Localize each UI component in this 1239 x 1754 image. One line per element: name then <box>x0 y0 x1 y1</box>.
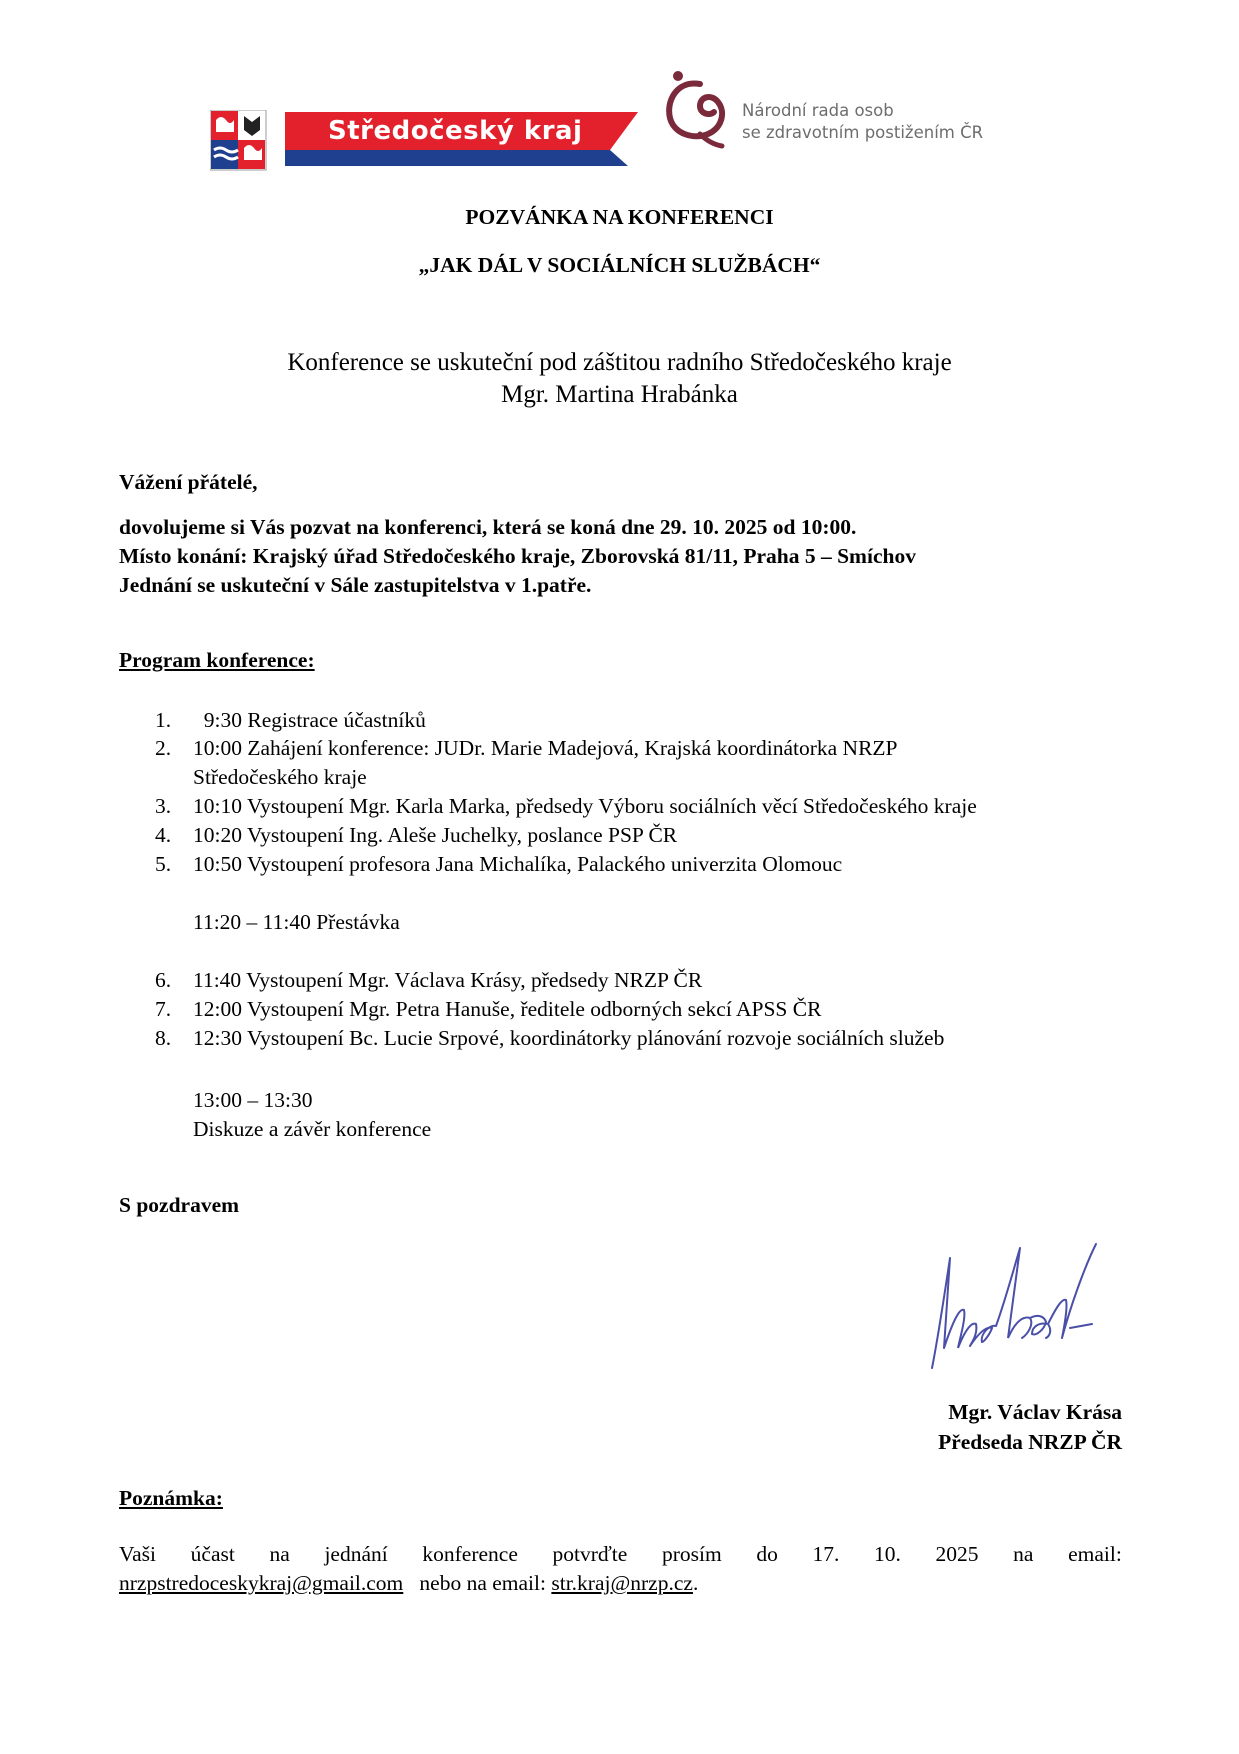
discussion-text: Diskuze a závěr konference <box>193 1117 432 1141</box>
program-item-num: 2. <box>155 736 172 760</box>
program-item-num: 6. <box>155 968 172 992</box>
program-item-text: 9:30 Registrace účastníků <box>193 708 426 732</box>
nrzp-logo-line2: se zdravotním postižením ČR <box>742 123 984 142</box>
discussion-time: 13:00 – 13:30 <box>193 1088 313 1112</box>
program-item-num: 8. <box>155 1026 172 1050</box>
invite-line3: Jednání se uskuteční v Sále zastupitelstva v 1.patře. <box>119 573 592 597</box>
conference-name: „JAK DÁL V SOCIÁLNÍCH SLUŽBÁCH“ <box>418 253 821 277</box>
program-item-text: 12:00 Vystoupení Mgr. Petra Hanuše, ředitele odborných sekcí APSS ČR <box>193 997 822 1021</box>
document-title: POZVÁNKA NA KONFERENCI <box>465 205 774 229</box>
note-end-punctuation: . <box>692 1571 699 1595</box>
note-word: jednání <box>324 1542 388 1566</box>
program-item-num: 4. <box>155 823 172 847</box>
program-heading: Program konference: <box>119 648 315 672</box>
note-heading: Poznámka: <box>119 1486 223 1510</box>
note-word: Vaši <box>119 1542 157 1566</box>
note-word: potvrďte <box>552 1542 628 1566</box>
note-word: do <box>756 1542 778 1566</box>
program-item-num: 1. <box>155 708 172 732</box>
note-word: 10. <box>874 1542 901 1566</box>
signatory-name: Mgr. Václav Krása <box>948 1400 1122 1424</box>
program-item-continuation: Středočeského kraje <box>193 765 367 789</box>
note-word: na <box>269 1542 290 1566</box>
program-item-text: 11:40 Vystoupení Mgr. Václava Krásy, předsedy NRZP ČR <box>193 968 703 992</box>
email-link-2[interactable]: str.kraj@nrzp.cz <box>551 1571 693 1595</box>
signature-image <box>920 1238 1120 1378</box>
note-line1 <box>119 1540 1122 1569</box>
note-middle-text: nebo na email: <box>419 1571 546 1595</box>
nrzp-emblem-icon <box>660 68 740 154</box>
program-item-num: 5. <box>155 852 172 876</box>
note-line2 <box>119 1569 1122 1598</box>
note-word: email: <box>1068 1542 1122 1566</box>
note-word: účast <box>190 1542 235 1566</box>
program-item-text: 10:10 Vystoupení Mgr. Karla Marka, předsedy Výboru sociálních věcí Středočeského kraje <box>193 794 977 818</box>
note-word: prosím <box>661 1542 722 1566</box>
nrzp-logo-line1: Národní rada osob <box>742 101 894 120</box>
note-word: konference <box>422 1542 518 1566</box>
program-item-text: 10:50 Vystoupení profesora Jana Michalíka, Palackého univerzita Olomouc <box>193 852 843 876</box>
patronage-line1: Konference se uskuteční pod záštitou radního Středočeského kraje <box>287 349 952 376</box>
program-item-text: 12:30 Vystoupení Bc. Lucie Srpové, koordinátorky plánování rozvoje sociálních služeb <box>193 1026 945 1050</box>
note-text <box>119 1540 1122 1598</box>
closing-salutation: S pozdravem <box>119 1193 240 1217</box>
kraj-logo-text: Středočeský kraj <box>328 116 583 146</box>
note-word: 2025 <box>935 1542 979 1566</box>
program-item-text: 10:20 Vystoupení Ing. Aleše Juchelky, poslance PSP ČR <box>193 823 678 847</box>
signatory-role: Předseda NRZP ČR <box>938 1430 1122 1454</box>
program-break: 11:20 – 11:40 Přestávka <box>193 910 400 934</box>
email-link-1[interactable]: nrzpstredoceskykraj@gmail.com <box>119 1571 404 1595</box>
program-item-num: 7. <box>155 997 172 1021</box>
greeting: Vážení přátelé, <box>119 470 258 494</box>
program-item-num: 3. <box>155 794 172 818</box>
invite-line2: Místo konání: Krajský úřad Středočeského kraje, Zborovská 81/11, Praha 5 – Smíchov <box>119 544 916 568</box>
note-word: na <box>1013 1542 1034 1566</box>
program-item-text: 10:00 Zahájení konference: JUDr. Marie Madejová, Krajská koordinátorka NRZP <box>193 736 898 760</box>
patronage-line2: Mgr. Martina Hrabánka <box>501 381 738 408</box>
invite-line1: dovolujeme si Vás pozvat na konferenci, která se koná dne 29. 10. 2025 od 10:00. <box>119 515 857 539</box>
note-word: 17. <box>812 1542 840 1566</box>
nrzp-logo-text <box>742 100 983 144</box>
